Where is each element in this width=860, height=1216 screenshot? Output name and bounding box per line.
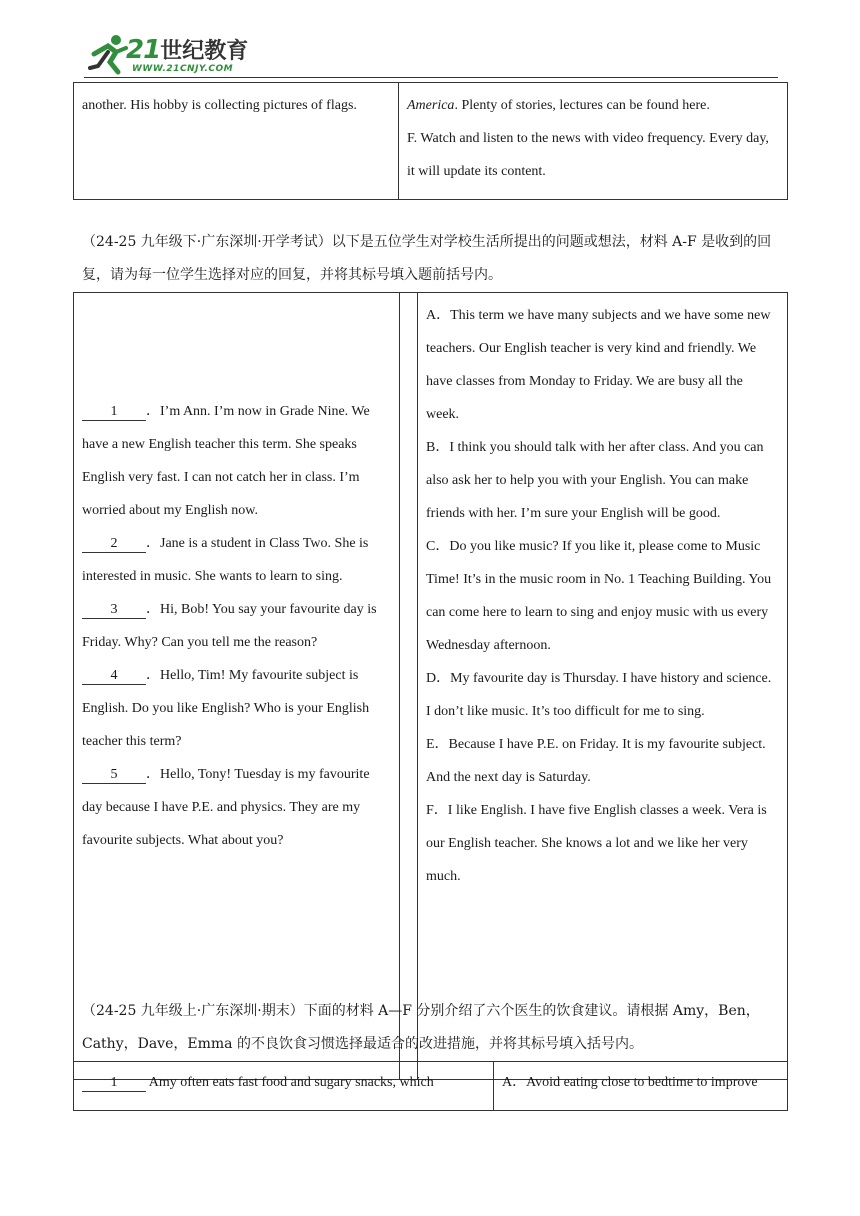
answer-option-b: B．I think you should talk with her after class. And you can also ask her to help you with your English. You can make friends with her. I’m sure your English will be good. bbox=[426, 440, 764, 521]
answer-option-a: A．This term we have many subjects and we have some new teachers. Our English teacher is very kind and friendly. We have classes from Monday to Friday. We are busy all the week. bbox=[426, 308, 771, 422]
header-divider bbox=[84, 77, 778, 78]
questions-cell bbox=[74, 293, 400, 1080]
answer-blank[interactable]: 2 bbox=[82, 536, 146, 553]
question-4: 4 ．Hello, Tim! My favourite subject is English. Do you like English? Who is your English teacher this term? bbox=[82, 668, 370, 749]
answers-cell bbox=[418, 293, 788, 1080]
answer-option-d: D．My favourite day is Thursday. I have history and science. I don’t like music. It’s too difficult for me to sing. bbox=[426, 671, 772, 719]
section2-instructions: （24-25 九年级下·广东深圳·开学考试）以下是五位学生对学校生活所提出的问题或想法，材料 A-F 是收到的回复，请为每一位学生选择对应的回复，并将其标号填入题前括号内。 bbox=[82, 234, 772, 283]
diet-question-cell bbox=[74, 1062, 494, 1111]
question-5: 5 ．Hello, Tony! Tuesday is my favourite day because I have P.E. and physics. They are my favourite subjects. What about you? bbox=[82, 767, 370, 848]
answer-blank[interactable]: 3 bbox=[82, 602, 146, 619]
table1-right-emphasis: America bbox=[407, 98, 455, 113]
diet-question-text: Amy often eats fast food and sugary snacks, which bbox=[146, 1075, 434, 1090]
site-logo bbox=[86, 32, 256, 78]
table1-right-cell bbox=[399, 83, 788, 200]
matching-table-diet bbox=[73, 1061, 788, 1111]
logo-text: 21世纪教育 bbox=[126, 35, 249, 65]
matching-table-school-life bbox=[73, 292, 788, 1080]
logo-url: WWW.21CNJY.COM bbox=[132, 64, 234, 74]
table1-option-f: F. Watch and listen to the news with video frequency. Every day, it will update its content. bbox=[407, 131, 769, 179]
table1-left-cell bbox=[74, 83, 399, 200]
answer-blank[interactable]: 4 bbox=[82, 668, 146, 685]
table1-left-text: another. His hobby is collecting pictures of flags. bbox=[82, 98, 357, 113]
question-1: 1 ．I’m Ann. I’m now in Grade Nine. We have a new English teacher this term. She speaks English very fast. I can not catch her in class. I’m worried about my English now. bbox=[82, 404, 370, 518]
diet-answer-cell bbox=[494, 1062, 788, 1111]
section3-instructions: （24-25 九年级上·广东深圳·期末）下面的材料 A—F 分别介绍了六个医生的饮食建议。请根据 Amy，Ben，Cathy，Dave，Emma 的不良饮食习惯选择最适合的改进措施，并将其标号填入括号内。 bbox=[82, 1003, 760, 1052]
question-3: 3 ．Hi, Bob! You say your favourite day is Friday. Why? Can you tell me the reason? bbox=[82, 602, 377, 650]
answer-option-f: F．I like English. I have five English classes a week. Vera is our English teacher. She knows a lot and we like her very much. bbox=[426, 803, 767, 884]
answer-blank[interactable]: 1 bbox=[82, 404, 146, 421]
diet-option-a: A．Avoid eating close to bedtime to improve bbox=[502, 1075, 758, 1090]
answer-option-c: C．Do you like music? If you like it, please come to Music Time! It’s in the music room in No. 1 Teaching Building. You can come here to learn to sing and enjoy music with us every Wednesday afternoon. bbox=[426, 539, 772, 653]
answer-option-e: E．Because I have P.E. on Friday. It is my favourite subject. And the next day is Saturday. bbox=[426, 737, 766, 785]
answer-blank[interactable]: 1 bbox=[82, 1075, 146, 1092]
runner-logo-icon bbox=[86, 32, 130, 76]
answer-blank[interactable]: 5 bbox=[82, 767, 146, 784]
question-2: 2 ．Jane is a student in Class Two. She is interested in music. She wants to learn to sing. bbox=[82, 536, 369, 584]
matching-table-continued bbox=[73, 82, 788, 200]
spacer-cell bbox=[400, 293, 418, 1080]
table1-right-text: . Plenty of stories, lectures can be found here. bbox=[454, 98, 710, 113]
